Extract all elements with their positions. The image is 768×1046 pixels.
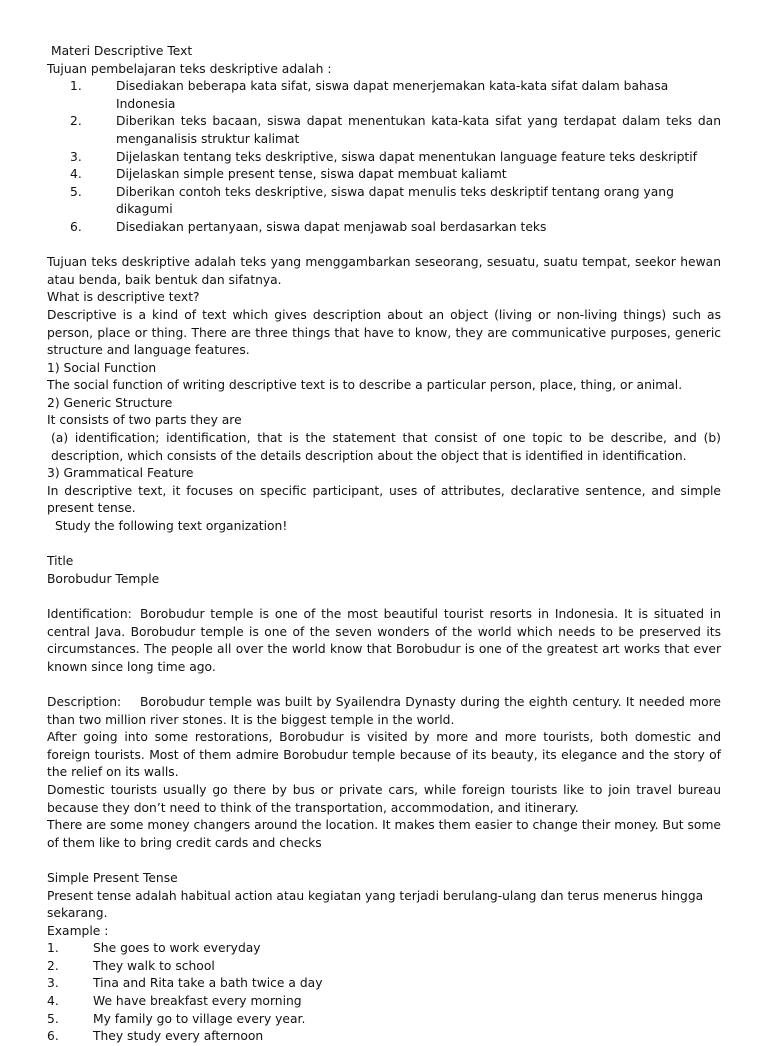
list-item: 3. Tina and Rita take a bath twice a day — [47, 976, 323, 991]
list-item: 3. Dijelaskan tentang teks deskriptive, siswa dapat menentukan language feature teks deskriptif — [70, 149, 697, 164]
spacer — [47, 588, 721, 606]
spacer — [47, 852, 721, 870]
description-paragraph-2: After going into some restorations, Borobudur is visited by more and more tourists, both domestic and foreign tourists. Most of them admire Borobudur temple because of its beauty, its elegance and the story of the relief on its walls. — [47, 730, 721, 780]
grammatical-feature-heading: 3) Grammatical Feature — [47, 466, 194, 481]
description-paragraph — [47, 694, 721, 729]
examples-list — [47, 940, 721, 1046]
list-item: 6. They study every afternoon — [47, 1029, 264, 1044]
social-function-paragraph: The social function of writing descriptive text is to describe a particular person, place, thing, or animal. — [47, 378, 683, 393]
simple-present-definition: Present tense adalah habitual action atau kegiatan yang terjadi berulang-ulang dan terus menerus hingga sekarang. — [47, 888, 704, 921]
identification-label: Identification: — [47, 607, 132, 621]
simple-present-heading: Simple Present Tense — [47, 870, 178, 885]
description-paragraph-4: There are some money changers around the location. It makes them easier to change their money. But some of them like to bring credit cards and checks — [47, 818, 721, 850]
list-item: 2. They walk to school — [47, 958, 215, 973]
generic-structure-intro: It consists of two parts they are — [47, 413, 242, 428]
description-paragraph-3: Domestic tourists usually go there by bus or private cars, while foreign tourists like to join travel bureau because they don’t need to think of the transportation, accommodation, and itinerary. — [47, 782, 721, 815]
what-is-heading: What is descriptive text? — [47, 290, 200, 305]
list-item: 4. Dijelaskan simple present tense, siswa dapat membuat kaliamt — [70, 167, 507, 182]
doc-title: Materi Descriptive Text — [51, 44, 193, 58]
objectives-list — [47, 78, 721, 236]
grammatical-feature-paragraph: In descriptive text, it focuses on specific participant, uses of attributes, declarative sentence, and simple present tense. — [47, 483, 721, 516]
study-instruction: Study the following text organization! — [55, 519, 288, 534]
list-item: 5. My family go to village every year. — [47, 1011, 306, 1026]
generic-structure-paragraph: (a) identification; identification, that is the statement that consist of one topic to be describe, and (b) description, which consists of the details description about the object that is identified in identification. — [51, 431, 721, 463]
tujuan-teks-paragraph: Tujuan teks deskriptive adalah teks yang menggambarkan seseorang, sesuatu, suatu tempat, seekor hewan atau benda, baik bentuk dan sifatnya. — [47, 255, 721, 287]
list-item: 4. We have breakfast every morning — [47, 994, 302, 1009]
identification-text: Borobudur temple is one of the most beautiful tourist resorts in Indonesia. It is situated in central Java. Borobudur temple is one of the seven wonders of the world which needs to be preserved its circumstances. The people all over the world know that Borobudur is one of the greatest art works that ever known since long time ago. — [47, 607, 721, 674]
description-text: Borobudur temple was built by Syailendra Dynasty during the eighth century. It needed more than two million river stones. It is the biggest temple in the world. — [47, 694, 721, 727]
list-item: 1. Disediakan beberapa kata sifat, siswa dapat menerjemakan kata-kata sifat dalam bahasa Indonesia — [70, 79, 669, 111]
definition-paragraph: Descriptive is a kind of text which gives description about an object (living or non-living things) such as person, place or thing. There are three things that have to know, they are communicative purposes, generic structure and language features. — [47, 307, 721, 358]
title-label: Title — [47, 554, 74, 569]
spacer — [47, 536, 721, 554]
list-item: 5. Diberikan contoh teks deskriptive, siswa dapat menulis teks deskriptif tentang orang yang dikagumi — [70, 184, 674, 217]
example-label: Example : — [47, 923, 109, 938]
list-item: 6. Disediakan pertanyaan, siswa dapat menjawab soal berdasarkan teks — [70, 219, 547, 234]
description-label: Description: — [47, 694, 122, 709]
spacer — [47, 676, 721, 694]
generic-structure-heading: 2) Generic Structure — [47, 395, 173, 410]
spacer — [47, 237, 721, 255]
title-value: Borobudur Temple — [47, 571, 160, 586]
social-function-heading: 1) Social Function — [47, 360, 157, 375]
objectives-intro: Tujuan pembelajaran teks deskriptive adalah : — [47, 61, 332, 76]
list-item: 1. She goes to work everyday — [47, 941, 261, 956]
identification-paragraph — [47, 606, 721, 676]
list-item: 2. Diberikan teks bacaan, siswa dapat menentukan kata-kata sifat yang terdapat dalam teks dan menganalisis struktur kalimat — [70, 114, 721, 146]
